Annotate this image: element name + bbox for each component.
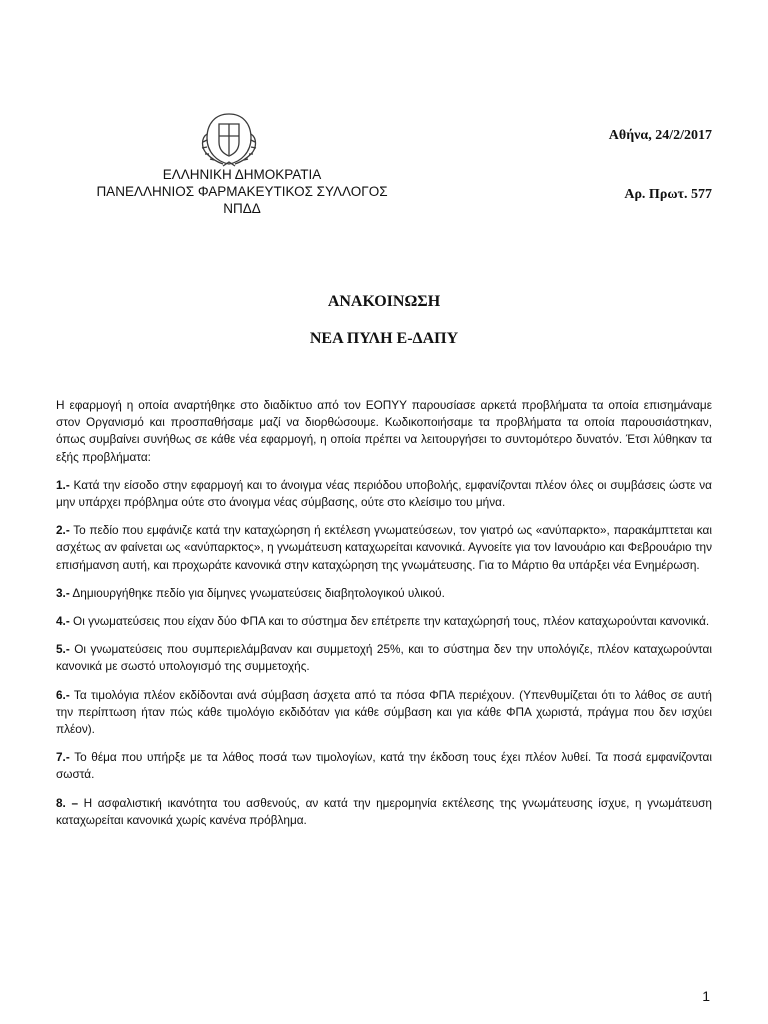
item-text: Η ασφαλιστική ικανότητα του ασθενούς, αν κατά την ημερομηνία εκτέλεσης της γνωμάτευσης ίσχυε, η γνωμάτευση καταχωρείται κανονικά χωρίς κανένα πρόβλημα. (56, 795, 712, 827)
document-subtitle: ΝΕΑ ΠΥΛΗ Ε-ΔΑΠΥ (309, 330, 459, 347)
item-text: Το θέμα που υπήρξε με τα λάθος ποσά των τιμολογίων, κατά την έκδοση τους έχει πλέον λυθεί. Τα ποσά εμφανίζονται σωστά. (56, 750, 712, 782)
item-text: Το πεδίο που εμφάνιζε κατά την καταχώρηση ή εκτέλεση γνωματεύσεων, τον γιατρό ως «ανύπαρκτο», παρακάμπτεται και ασχέτως αν φαίνεται ως «ανύπαρκτος», η γνωμάτευση καταχωρείται κανονικά. Αγνοείτε για τον Ιανουάριο και Φεβρουάριο την επισήμανση αυτή, και προχωράτε κανονικά στην καταχώρηση της γνωμάτευσης. Για το Μάρτιο θα υπάρξει νέα Ενημέρωση. (56, 523, 712, 572)
list-item (56, 641, 712, 675)
protocol-number: Αρ. Πρωτ. 577 (624, 187, 712, 202)
list-item (56, 613, 712, 630)
announcement-body (56, 397, 712, 840)
item-text: Οι γνωματεύσεις που είχαν δύο ΦΠΑ και το σύστημα δεν επέτρεπε την καταχώρησή τους, πλέον καταχωρούνται κανονικά. (69, 614, 710, 629)
item-number: 7.- (56, 750, 70, 765)
organization-block (82, 166, 402, 217)
list-item (56, 795, 712, 829)
item-number: 3.- (56, 585, 70, 600)
intro-paragraph: Η εφαρμογή η οποία αναρτήθηκε στο διαδίκτυο από τον ΕΟΠΥΥ παρουσίασε αρκετά προβλήματα τα οποία επισημάναμε στον Οργανισμό και προσπαθήσαμε μαζί να διορθώσουμε. Κωδικοποιήσαμε τα προβλήματα τα οποία παρουσιάστηκαν, όπως συμβαίνει συνήθως σε κάθε νέα εφαρμογή, η οποία πρέπει να λειτουργήσει το συντομότερο δυνατόν. Έτσι λύθηκαν τα εξής προβλήματα: (56, 398, 712, 464)
item-text: Τα τιμολόγια πλέον εκδίδονται ανά σύμβαση άσχετα από τα πόσα ΦΠΑ περιέχουν. (Υπενθυμίζεται ότι το λάθος σε αυτή την περίπτωση ήταν πώς κάθε τιμολόγιο εκδιδόταν για κάθε σύμβαση και για κάθε ΦΠΑ χωριστά, πράγμα που δεν ισχύει πλέον). (56, 687, 712, 737)
item-number: 6.- (56, 687, 70, 702)
org-line-legal-form: ΝΠΔΔ (223, 201, 261, 216)
item-number: 4.- (56, 614, 70, 629)
item-text: Οι γνωματεύσεις που συμπεριελάμβαναν και συμμετοχή 25%, και το σύστημα δεν την υπολόγιζε, πλέον καταχωρούνται κανονικά με σωστό υπολογισμό της συμμετοχής. (56, 642, 712, 674)
item-number: 1.- (56, 477, 70, 492)
item-text: Κατά την είσοδο στην εφαρμογή και το άνοιγμα νέας περιόδου υποβολής, εμφανίζονται πλέον όλες οι συμβάσεις ώστε να μην υπάρχει πρόβλημα ούτε στο άνοιγμα νέας σύμβασης, ούτε στο κλείσιμο του μήνα. (56, 477, 712, 510)
list-item (56, 477, 712, 511)
list-item (56, 522, 712, 574)
org-line-association: ΠΑΝΕΛΛΗΝΙΟΣ ΦΑΡΜΑΚΕΥΤΙΚΟΣ ΣΥΛΛΟΓΟΣ (96, 184, 388, 199)
item-text: Δημιουργήθηκε πεδίο για δίμηνες γνωματεύσεις διαβητολογικού υλικού. (69, 585, 445, 600)
item-number: 8. – (56, 795, 79, 810)
item-number: 2.- (56, 523, 70, 538)
list-item (56, 749, 712, 783)
document-title: ΑΝΑΚΟΙΝΩΣΗ (327, 293, 441, 310)
document-date: Αθήνα, 24/2/2017 (608, 128, 712, 143)
org-line-country: ΕΛΛΗΝΙΚΗ ΔΗΜΟΚΡΑΤΙΑ (162, 167, 322, 182)
list-item (56, 687, 712, 739)
list-item (56, 585, 712, 602)
coat-of-arms-emblem (193, 104, 265, 170)
page-number: 1 (702, 988, 710, 1004)
item-number: 5.- (56, 642, 70, 657)
